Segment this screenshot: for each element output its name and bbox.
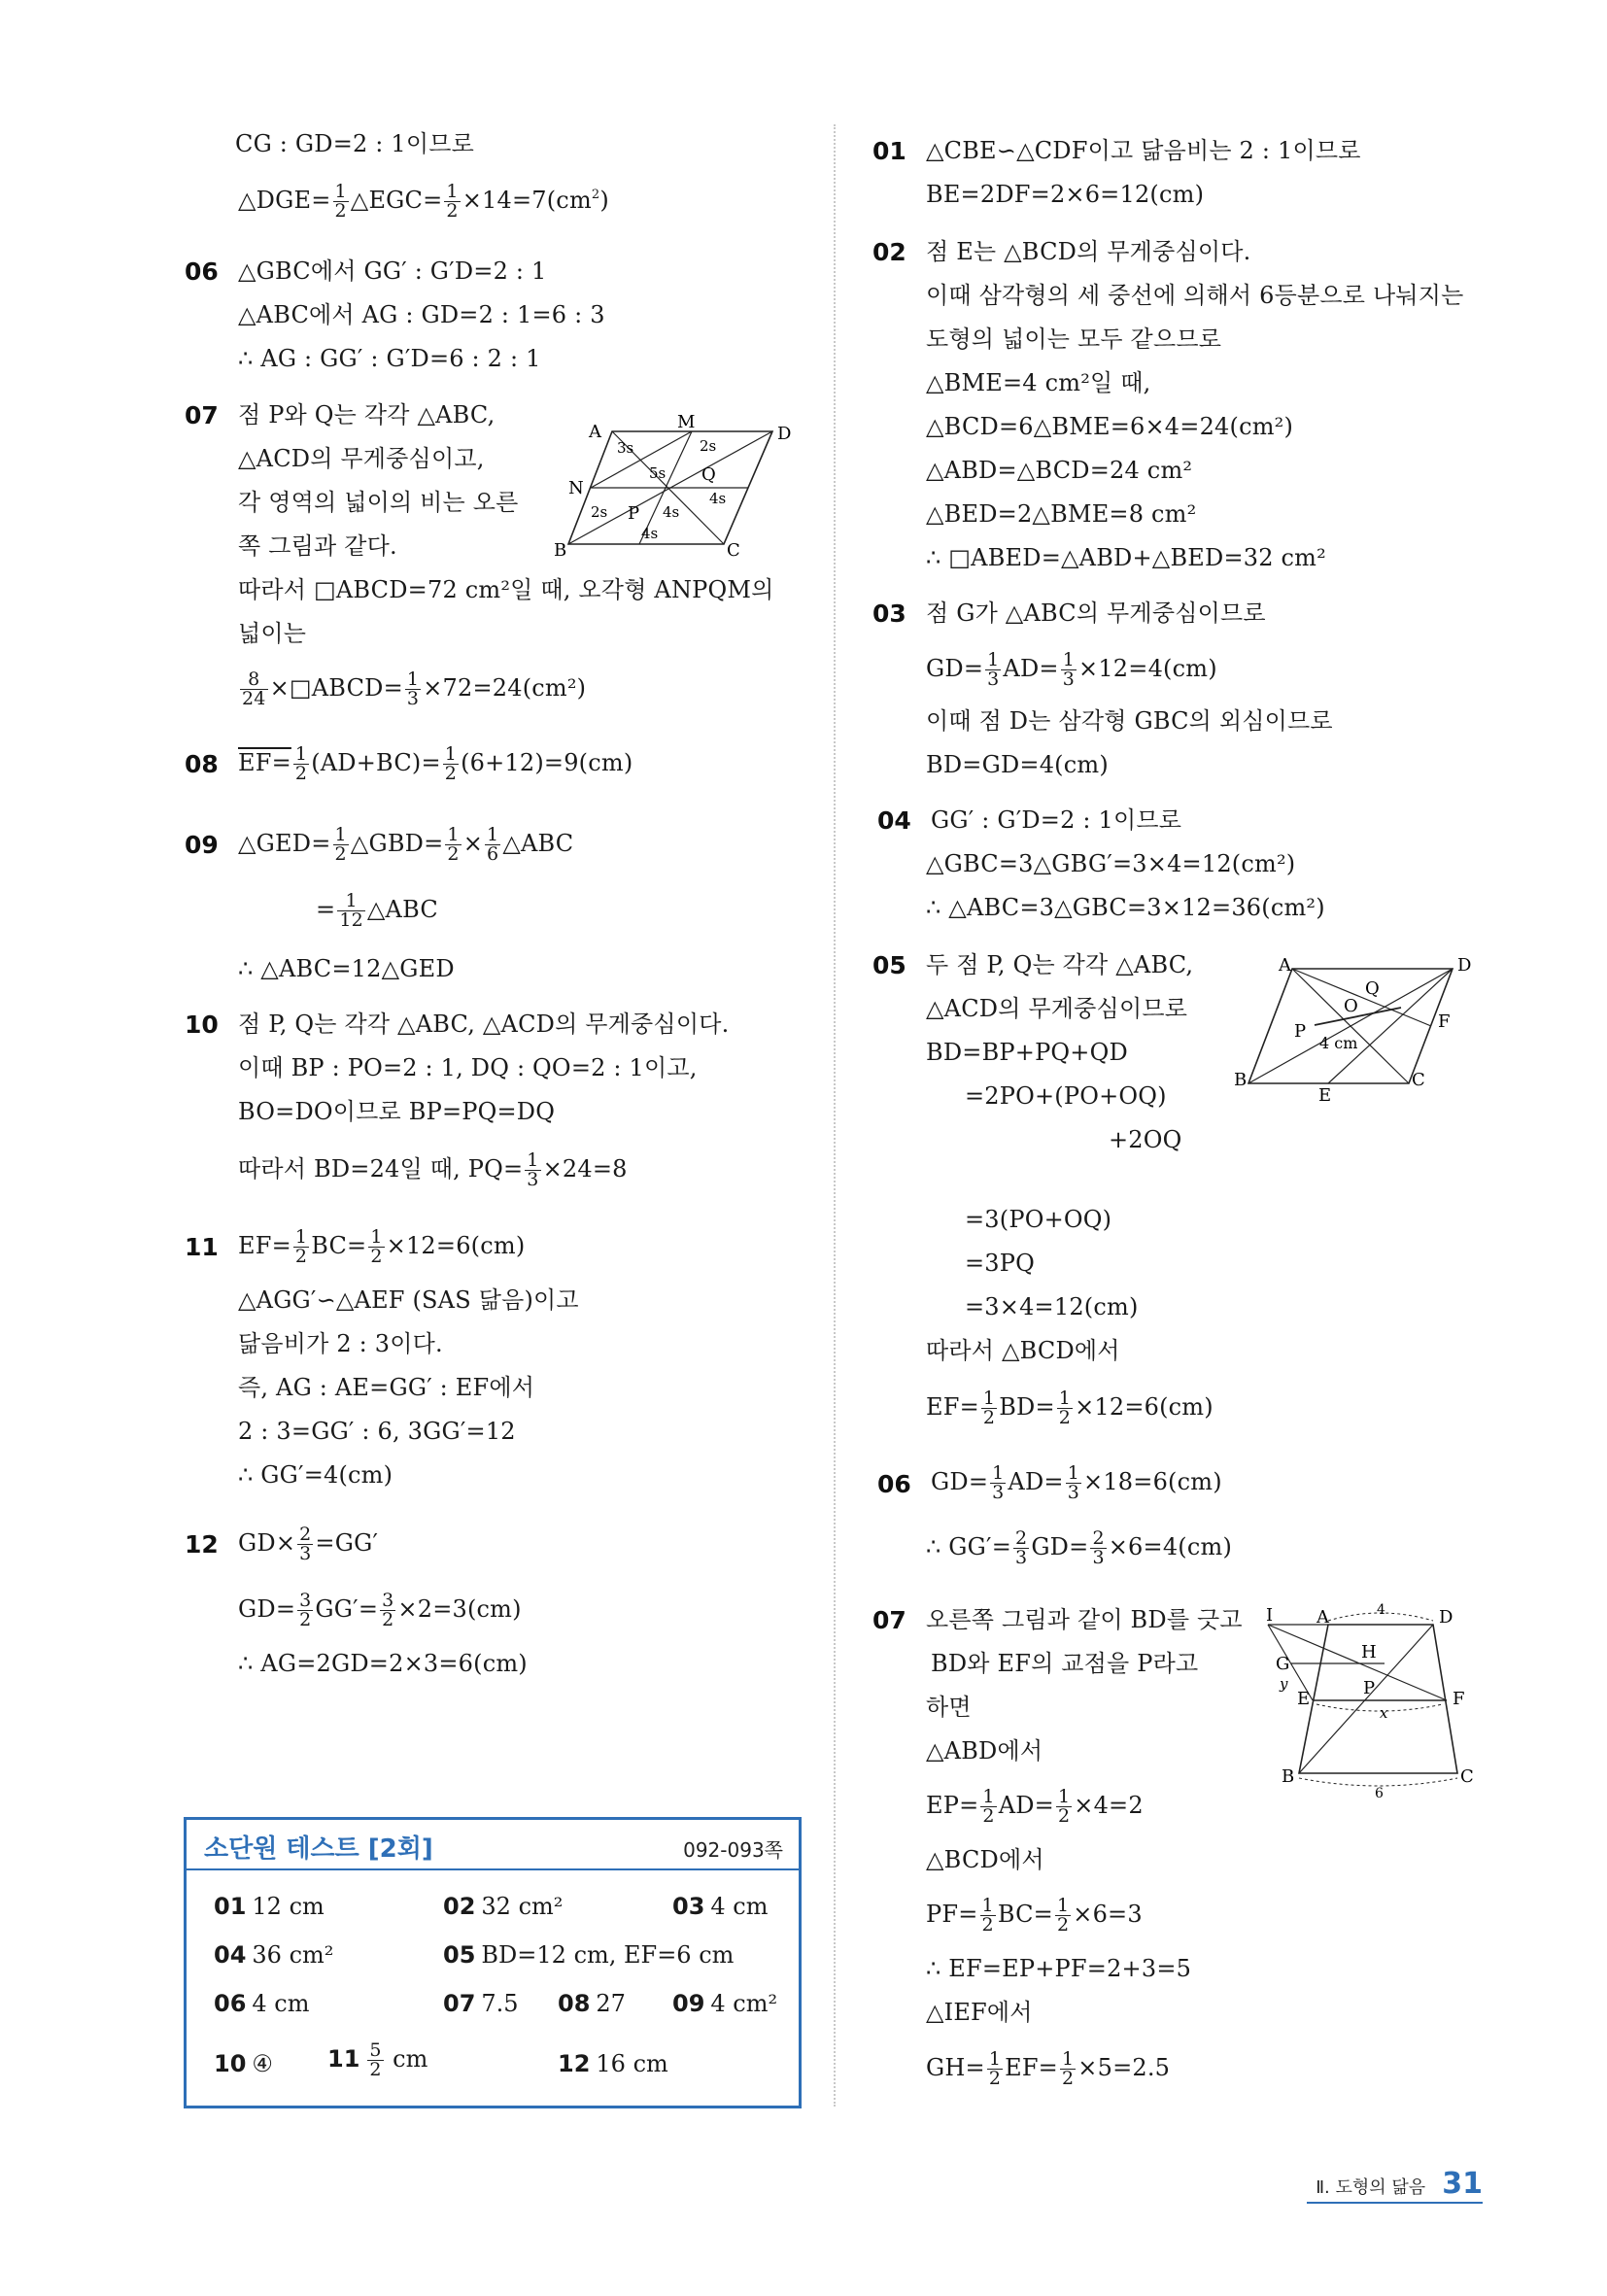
answer-item: 05 BD=12 cm, EF=6 cm (443, 1941, 735, 1969)
trapezoid-figure (1258, 1603, 1487, 1807)
text-line: 닮음비가 2 : 3이다. (238, 1330, 443, 1357)
text-line: =2PO+(PO+OQ) (965, 1082, 1167, 1110)
text-line: 점 G가 △ABC의 무게중심이므로 (926, 600, 1266, 627)
equation-line: GD= $\frac{1}{3}$ AD= $\frac{1}{3}$ ×18=6(cm) (931, 1462, 1222, 1503)
area-label: 3s (617, 439, 634, 457)
box-page-ref: 092-093쪽 (683, 1838, 783, 1862)
equation-line: EF= $\frac{1}{2}$ (AD+BC)= $\frac{1}{2}$ (6+12)=9(cm) (238, 743, 633, 784)
vertex-label: P (628, 503, 640, 524)
text-line: 두 점 P, Q는 각각 △ABC, (926, 951, 1194, 978)
parallelogram-figure (554, 410, 792, 561)
text-line: 도형의 넓이는 모두 같으므로 (926, 326, 1222, 353)
footer-rule (1307, 2202, 1483, 2204)
vertex-label: F (1438, 1011, 1451, 1032)
problem-number: 11 (185, 1233, 219, 1261)
text-line: △GBC=3△GBG′=3×4=12(cm²) (926, 850, 1296, 877)
answer-item: 11 $\frac{5}{2}$ cm (327, 2039, 428, 2080)
equation-line: GD= $\frac{1}{3}$ AD= $\frac{1}{3}$ ×12=4(cm) (926, 649, 1217, 690)
problem-number: 07 (872, 1606, 906, 1634)
parallelogram-centroid-figure (1234, 955, 1477, 1106)
equation-line: GD= $\frac{3}{2}$ GG′= $\frac{3}{2}$ ×2=3(cm) (238, 1590, 522, 1630)
vertex-label: N (568, 478, 584, 498)
vertex-label: C (1412, 1070, 1425, 1090)
answer-item: 07 7.5 (443, 1990, 519, 2017)
length-label: y (1280, 1675, 1288, 1693)
area-label: 2s (591, 503, 608, 521)
text-line: 이때 점 D는 삼각형 GBC의 외심이므로 (926, 707, 1333, 735)
text-line: 쪽 그림과 같다. (238, 532, 397, 560)
answer-item: 04 36 cm² (214, 1941, 334, 1969)
area-label: 2s (700, 437, 717, 455)
problem-number: 06 (185, 257, 219, 286)
text-line: 2 : 3=GG′ : 6, 3GG′=12 (238, 1418, 516, 1445)
area-label: 4s (709, 490, 727, 507)
equation-line: ∴ GG′= $\frac{2}{3}$ GD= $\frac{2}{3}$ ×6=4(cm) (926, 1527, 1233, 1568)
text-line: 점 P, Q는 각각 △ABC, △ACD의 무게중심이다. (238, 1011, 730, 1038)
unit-test-answer-box (184, 1817, 802, 2108)
text-line: +2OQ (1109, 1126, 1182, 1153)
answer-item: 01 12 cm (214, 1893, 325, 1920)
vertex-label: B (1282, 1766, 1295, 1787)
text-line: 따라서 △BCD에서 (926, 1337, 1120, 1364)
page-number: 31 (1442, 2167, 1483, 2201)
vertex-label: A (589, 422, 601, 442)
problem-number: 08 (185, 750, 219, 778)
vertex-label: I (1266, 1605, 1274, 1626)
column-divider (834, 124, 837, 2107)
text-line: ∴ □ABED=△ABD+△BED=32 cm² (926, 544, 1326, 571)
text-line: △BCD에서 (926, 1846, 1044, 1873)
text-line: ∴ AG : GG′ : G′D=6 : 2 : 1 (238, 345, 541, 372)
vertex-label: P (1294, 1021, 1307, 1042)
vertex-label: B (554, 540, 567, 561)
area-label: 4s (641, 525, 659, 542)
vertex-label: Q (701, 464, 716, 485)
problem-number: 05 (872, 951, 906, 979)
vertex-label: E (1297, 1689, 1311, 1709)
problem-number: 10 (185, 1011, 219, 1039)
text-line: △BME=4 cm²일 때, (926, 369, 1151, 396)
vertex-label: M (677, 412, 696, 432)
text-line: △BED=2△BME=8 cm² (926, 500, 1197, 528)
text-line: △ACD의 무게중심이고, (238, 445, 485, 472)
box-header (187, 1820, 799, 1870)
text-line: △ABD에서 (926, 1737, 1043, 1765)
equation-line: GD× $\frac{2}{3}$ =GG′ (238, 1524, 379, 1564)
text-line: BE=2DF=2×6=12(cm) (926, 181, 1205, 208)
vertex-label: O (1344, 996, 1358, 1016)
text-line: △BCD=6△BME=6×4=24(cm²) (926, 413, 1294, 440)
text-line: 하면 (926, 1694, 972, 1721)
text-line: BD=GD=4(cm) (926, 751, 1109, 778)
answer-item: 08 27 (558, 1990, 626, 2017)
equation-line: $\frac{8}{24}$ ×□ABCD= $\frac{1}{3}$ ×72=24(cm²) (242, 668, 587, 709)
text-line: BD=BP+PQ+QD (926, 1039, 1128, 1066)
vertex-label: E (1318, 1085, 1332, 1106)
text-line: ∴ GG′=4(cm) (238, 1461, 393, 1489)
section-title: Ⅱ. 도형의 닮음 (1316, 2177, 1426, 2198)
vertex-label: D (1439, 1607, 1453, 1628)
text-line: 점 E는 △BCD의 무게중심이다. (926, 238, 1251, 265)
text-line: =3PQ (965, 1250, 1036, 1277)
length-label: x (1380, 1704, 1388, 1722)
answer-item: 10 ④ (214, 2050, 273, 2077)
answer-item: 09 4 cm² (672, 1990, 778, 2017)
problem-number: 07 (185, 401, 219, 429)
problem-number: 03 (872, 600, 906, 628)
text-line: 각 영역의 넓이의 비는 오른 (238, 489, 519, 516)
problem-number: 02 (872, 238, 906, 266)
text-line: ∴ EF=EP+PF=2+3=5 (926, 1955, 1192, 1982)
text-line: △IEF에서 (926, 1999, 1033, 2026)
vertex-label: G (1276, 1654, 1290, 1674)
area-label: 4s (663, 503, 680, 521)
text-line: △ABC에서 AG : GD=2 : 1=6 : 3 (238, 301, 605, 328)
text-line: △ABD=△BCD=24 cm² (926, 457, 1193, 484)
equation-line: △DGE= $\frac{1}{2}$ △EGC= $\frac{1}{2}$ $\times 14=7(cm^2)$ (238, 181, 609, 222)
equation-line: PF= $\frac{1}{2}$ BC= $\frac{1}{2}$ ×6=3 (926, 1895, 1143, 1936)
vertex-label: A (1316, 1607, 1329, 1628)
length-label: 4 cm (1319, 1034, 1358, 1052)
vertex-label: C (727, 540, 740, 561)
equation-line: EP= $\frac{1}{2}$ AD= $\frac{1}{2}$ ×4=2 (926, 1786, 1144, 1827)
text-line: =3×4=12(cm) (965, 1293, 1139, 1320)
text-line: △ACD의 무게중심이므로 (926, 995, 1188, 1022)
area-label: 5s (649, 464, 667, 482)
problem-number: 09 (185, 831, 219, 859)
vertex-label: H (1361, 1642, 1377, 1662)
text-line: 점 P와 Q는 각각 △ABC, (238, 401, 496, 428)
vertex-label: A (1279, 955, 1291, 976)
text-line: ∴ AG=2GD=2×3=6(cm) (238, 1650, 528, 1677)
vertex-label: B (1234, 1070, 1248, 1090)
length-label: 6 (1375, 1786, 1384, 1801)
vertex-label: D (1457, 955, 1472, 976)
answer-item: 02 32 cm² (443, 1893, 564, 1920)
text-line: △GBC에서 GG′ : G′D=2 : 1 (238, 257, 547, 285)
equation-line: EF= $\frac{1}{2}$ BC= $\frac{1}{2}$ ×12=6(cm) (238, 1226, 526, 1267)
equation-line: GH= $\frac{1}{2}$ EF= $\frac{1}{2}$ ×5=2.5 (926, 2048, 1171, 2089)
text-line: ∴ △ABC=3△GBC=3×12=36(cm²) (926, 894, 1325, 921)
equation-line: △GED= $\frac{1}{2}$ △GBD= $\frac{1}{2}$ × $\frac{1}{6}$ △ABC (238, 824, 574, 865)
text-line: =3(PO+OQ) (965, 1206, 1112, 1233)
text-line: 넓이는 (238, 620, 307, 647)
text-line: BD와 EF의 교점을 P라고 (931, 1650, 1199, 1677)
vertex-label: F (1453, 1689, 1465, 1709)
page-footer (1316, 2167, 1483, 2201)
vertex-label: P (1363, 1678, 1376, 1698)
text-line: BO=DO이므로 BP=PQ=DQ (238, 1098, 556, 1125)
text-line: 이때 BP : PO=2 : 1, DQ : QO=2 : 1이고, (238, 1054, 698, 1081)
text-line: △CBE∽△CDF이고 닮음비는 2 : 1이므로 (926, 137, 1361, 164)
answer-item: 12 16 cm (558, 2050, 668, 2077)
text-line: ∴ △ABC=12△GED (238, 955, 455, 982)
equation-line: 따라서 BD=24일 때, PQ= $\frac{1}{3}$ ×24=8 (238, 1149, 628, 1190)
problem-number: 06 (877, 1470, 911, 1498)
box-title: 소단원 테스트 [2회] (204, 1834, 433, 1864)
text-line: 따라서 □ABCD=72 cm²일 때, 오각형 ANPQM의 (238, 576, 774, 603)
text-line: △AGG′∽△AEF (SAS 닮음)이고 (238, 1286, 579, 1314)
vertex-label: D (777, 424, 792, 444)
problem-number: 01 (872, 137, 906, 165)
text-line: 이때 삼각형의 세 중선에 의해서 6등분으로 나눠지는 (926, 282, 1464, 309)
text-line: 오른쪽 그림과 같이 BD를 긋고 (926, 1606, 1243, 1633)
vertex-label: C (1460, 1766, 1474, 1787)
length-label: 4 (1377, 1602, 1385, 1618)
text-line: GG′ : G′D=2 : 1이므로 (931, 806, 1182, 834)
text-line: CG : GD=2 : 1이므로 (235, 130, 475, 157)
answer-item: 06 4 cm (214, 1990, 310, 2017)
text-line: 즉, AG : AE=GG′ : EF에서 (238, 1374, 535, 1401)
problem-number: 12 (185, 1530, 219, 1559)
vertex-label: Q (1365, 978, 1380, 999)
answer-item: 03 4 cm (672, 1893, 769, 1920)
equation-line: = $\frac{1}{12}$ △ABC (316, 890, 438, 931)
equation-line: EF= $\frac{1}{2}$ BD= $\frac{1}{2}$ ×12=6(cm) (926, 1388, 1214, 1428)
problem-number: 04 (877, 806, 911, 835)
